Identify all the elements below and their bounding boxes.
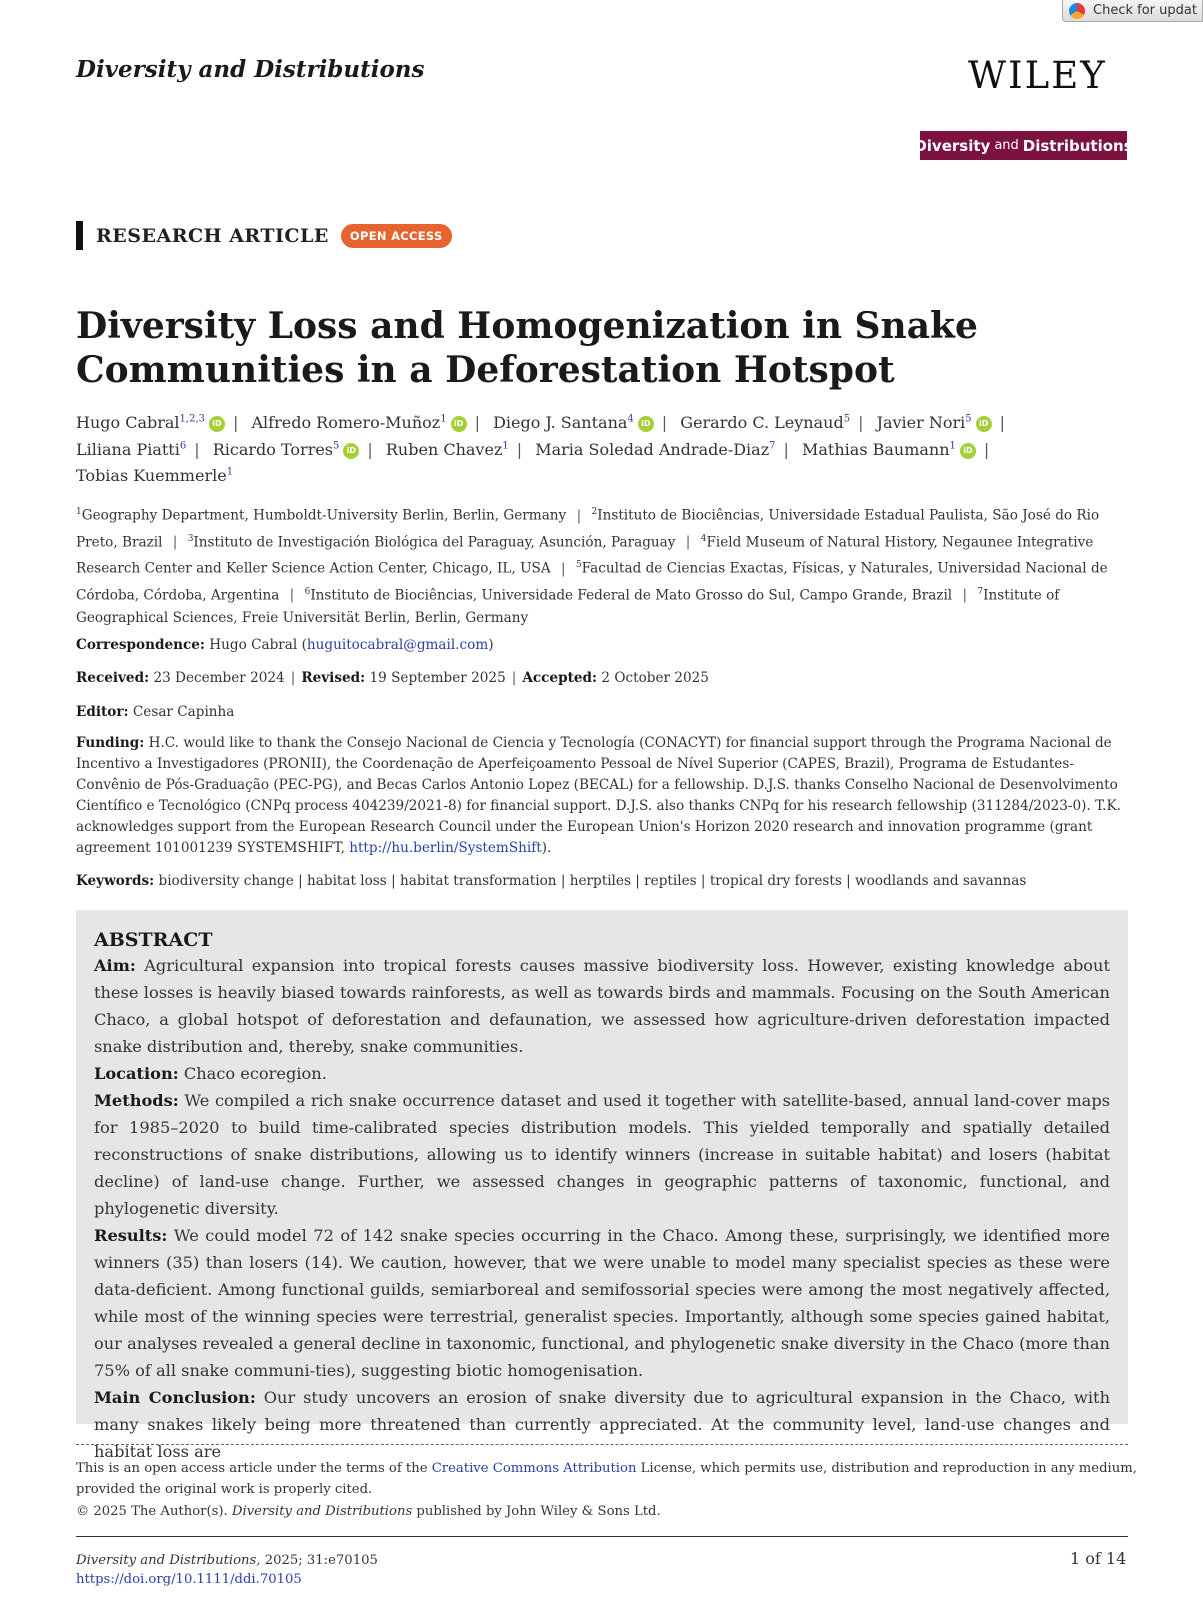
funding-text: H.C. would like to thank the Consejo Nacional de Ciencia y Tecnología (CONACYT) for financial support through the Programa Nacional de Incentivo a Investigadores (PRONII), the Coordenação de Aperfeiçoamento Pessoal de Nível Superior (CAPES, Brazil), Programa de Estudantes-Convênio de Pós-Graduação (PEC-PG), and Becas Carlos Antonio Lopez (BECAL) for a fellowship. D.J.S. thanks Conselho Nacional de Desenvolvimento Científico e Tecnológico (CNPq process 404239/2021-8) for financial support. D.J.S. also thanks CNPq for his research fellowship (311284/2023-0). T.K. acknowledges support from the European Research Council under the European Union's Horizon 2020 research and innovation programme (grant agreement 101001239 SYSTEMSHIFT,: [76, 735, 1121, 856]
affiliation-number: 5: [575, 560, 582, 571]
author: [76, 413, 225, 432]
orcid-icon[interactable]: iD: [638, 416, 654, 432]
location-label: Location:: [94, 1064, 179, 1083]
author-affiliation-marker: 4: [627, 414, 634, 425]
copyright-text-2: published by John Wiley & Sons Ltd.: [412, 1504, 661, 1519]
author: [386, 440, 509, 459]
author-name: Mathias Baumann: [802, 439, 950, 459]
affiliation-text: Instituto de Investigación Biológica del Paraguay, Asunción, Paraguay: [193, 534, 676, 551]
author-separator: |: [367, 439, 373, 459]
author-list: [76, 408, 1136, 487]
keyword-separator: |: [841, 873, 856, 889]
correspondence: [76, 635, 1138, 656]
author-affiliation-marker: 5: [333, 440, 340, 452]
author-name: Liliana Piatti: [76, 439, 180, 459]
author-affiliation-marker: 1: [226, 466, 234, 478]
keyword: habitat loss: [307, 873, 387, 889]
open-access-badge: OPEN ACCESS: [341, 224, 452, 248]
author-affiliation-marker: 5: [965, 414, 972, 425]
correspondence-name: Hugo Cabral (: [209, 637, 307, 653]
author-affiliation-marker: 1: [440, 414, 447, 425]
accepted-label: Accepted:: [522, 670, 598, 686]
copyright-text-1: © 2025 The Author(s).: [76, 1504, 232, 1519]
results-label: Results:: [94, 1226, 168, 1245]
aim-text: Agricultural expansion into tropical forests causes massive biodiversity loss. However, existing knowledge about these losses is heavily biased towards rainforests, as well as towards birds and mammals. Focusing on the South American Chaco, a global hotspot of deforestation and defaunation, we assessed how agriculture-driven deforestation impacted snake distribution and, thereby, snake communities.: [94, 956, 1110, 1056]
conclusion-label: Main Conclusion:: [94, 1388, 256, 1407]
banner-and: and: [994, 138, 1019, 153]
author: [493, 413, 654, 432]
license-text-1: This is an open access article under the terms of the: [76, 1461, 432, 1476]
methods-text: We compiled a rich snake occurrence dataset and used it together with satellite-based, annual land-cover maps for 1985–2020 to build time-calibrated species distribution models. This yielded temporally and spatially detailed reconstructions of snake distributions, allowing us to identify winners (increase in suitable habitat) and losers (habitat decline) of land-use change. Further, we assessed changes in geographic patterns of taxonomic, functional, and phylogenetic diversity.: [94, 1091, 1110, 1218]
author-separator: |: [783, 439, 789, 459]
keyword: reptiles: [644, 873, 697, 889]
methods-label: Methods:: [94, 1091, 179, 1110]
affiliation-number: 2: [591, 507, 598, 517]
editor-label: Editor:: [76, 704, 129, 720]
crossmark-icon: [1069, 3, 1085, 19]
copyright: [76, 1504, 661, 1519]
author-separator: |: [999, 413, 1006, 433]
footer-divider: [76, 1536, 1128, 1537]
orcid-icon[interactable]: iD: [976, 416, 992, 432]
abstract-heading: ABSTRACT: [94, 929, 213, 951]
orcid-icon[interactable]: iD: [960, 443, 976, 459]
correspondence-close: ): [488, 637, 494, 653]
affiliation-text: Facultad de Ciencias Exactas, Físicas, y Naturales, Universidad Nacional de Córdoba, Córdoba, Argentina: [76, 560, 1108, 604]
orcid-icon[interactable]: iD: [209, 416, 225, 432]
affiliation-number: 3: [187, 533, 194, 544]
correspondence-label: Correspondence:: [76, 637, 205, 653]
keyword-separator: |: [556, 873, 570, 889]
author-affiliation-marker: 6: [179, 440, 187, 452]
editor-name: Cesar Capinha: [132, 704, 235, 720]
revised-label: Revised:: [301, 670, 366, 686]
keywords: [76, 871, 1138, 892]
author: [535, 440, 775, 459]
journal-name-header: Diversity and Distributions: [76, 56, 425, 83]
affiliations: [76, 501, 1138, 630]
author-name: Ruben Chavez: [385, 439, 503, 459]
author-separator: |: [983, 439, 990, 459]
page-number: 1 of 14: [1070, 1549, 1127, 1568]
author: [76, 440, 186, 459]
editor: [76, 702, 1138, 723]
systemshift-link[interactable]: http://hu.berlin/SystemShift: [349, 840, 542, 856]
abstract-body: [94, 952, 1110, 1465]
affiliation-separator: |: [561, 560, 566, 577]
license-text-2: License, which permits use, distribution and reproduction in any medium, provided the original work is properly cited.: [76, 1461, 1137, 1497]
aim-label: Aim:: [94, 956, 136, 975]
affiliation-number: 7: [977, 586, 984, 597]
author-name: Maria Soledad Andrade-Diaz: [535, 439, 770, 459]
received-label: Received:: [76, 670, 150, 686]
keyword: woodlands and savannas: [855, 873, 1027, 889]
keyword: biodiversity change: [158, 873, 294, 889]
abstract-methods: [94, 1087, 1110, 1222]
abstract-location: [94, 1060, 1110, 1087]
wiley-logo: WILEY: [968, 54, 1107, 97]
author: [76, 466, 233, 485]
funding-close: ).: [541, 840, 552, 856]
keyword-separator: |: [293, 873, 308, 889]
abstract-box: [76, 910, 1128, 1461]
keyword-list: [159, 873, 1027, 889]
abstract-results: [94, 1222, 1110, 1384]
author-separator: |: [474, 413, 480, 433]
correspondence-email-link[interactable]: huguitocabral@gmail.com: [306, 637, 489, 653]
author: [251, 413, 466, 432]
keyword: habitat transformation: [400, 873, 557, 889]
abstract-conclusion: [94, 1384, 1110, 1465]
affiliation-number: 4: [700, 533, 707, 544]
keyword-separator: |: [630, 873, 645, 889]
author-affiliation-marker: 1: [949, 440, 956, 452]
author-name: Hugo Cabral: [76, 413, 180, 433]
copyright-journal: Diversity and Distributions: [231, 1504, 413, 1519]
author-affiliation-marker: 1: [502, 440, 509, 452]
author-name: Tobias Kuemmerle: [76, 465, 227, 485]
author-separator: |: [516, 439, 523, 459]
author: [877, 413, 992, 432]
author-name: Ricardo Torres: [212, 439, 334, 459]
article-type-label: RESEARCH ARTICLE: [96, 224, 329, 247]
affiliation-text: Instituto de Biociências, Universidade Estadual Paulista, São José do Rio Preto, Brazil: [76, 507, 1100, 551]
conclusion-text: Our study uncovers an erosion of snake diversity due to agricultural expansion in the Chaco, with many snakes likely being more threatened than currently appreciated. At the community level, land-use changes and habitat loss are: [94, 1388, 1110, 1461]
affiliation-separator: |: [576, 507, 582, 524]
author-name: Alfredo Romero-Muñoz: [251, 413, 441, 433]
affiliation-number: 6: [304, 586, 311, 597]
author: [213, 440, 360, 459]
author-affiliation-marker: 7: [769, 440, 776, 452]
funding: [76, 733, 1138, 859]
check-for-updates-button[interactable]: [1062, 0, 1203, 22]
revised-date: 19 September 2025: [369, 670, 506, 686]
affiliation-text: Field Museum of Natural History, Negaunee Integrative Research Center and Keller Science Action Center, Chicago, IL, USA: [76, 534, 1094, 577]
doi-link[interactable]: https://doi.org/10.1111/ddi.70105: [76, 1572, 302, 1587]
affiliation-number: 1: [76, 507, 82, 517]
author-separator: |: [194, 439, 200, 459]
accepted-date: 2 October 2025: [601, 670, 709, 686]
affiliation-separator: |: [962, 587, 968, 604]
author-separator: |: [858, 413, 864, 433]
check-updates-label: Check for updat: [1093, 3, 1197, 18]
results-text: We could model 72 of 142 snake species occurring in the Chaco. Among these, surprisingly, we identified more winners (35) than losers (14). We caution, however, that we were unable to model many specialist species as these were data-deficient. Among functional guilds, semiarboreal and semifossorial species were among the most negatively affected, while most of the winning species were terrestrial, generalist species. Importantly, although some species gained habitat, our analyses revealed a general decline in taxonomic, functional, and phylogenetic snake diversity in the Chaco (more than 75% of all snake communi-ties), suggesting biotic homogenisation.: [94, 1226, 1110, 1380]
keyword: tropical dry forests: [709, 873, 842, 889]
license-statement: [76, 1458, 1138, 1500]
author: [802, 440, 976, 459]
author-name: Gerardo C. Leynaud: [680, 413, 844, 433]
footer-citation: [76, 1551, 378, 1589]
author-name: Diego J. Santana: [493, 413, 628, 433]
affiliation-text: Geography Department, Humboldt-University Berlin, Berlin, Germany: [81, 507, 567, 524]
article-type: [76, 221, 452, 250]
affiliation-text: Institute of Geographical Sciences, Freie Universität Berlin, Berlin, Germany: [76, 587, 1060, 627]
keyword-separator: |: [696, 873, 710, 889]
article-title: Diversity Loss and Homogenization in Snake Communities in a Deforestation Hotspot: [76, 305, 978, 391]
author-separator: |: [233, 413, 239, 433]
license-divider: [76, 1444, 1128, 1445]
orcid-icon[interactable]: iD: [343, 443, 359, 459]
affiliation-text: Instituto de Biociências, Universidade Federal de Mato Grosso do Sul, Campo Grande, Brazil: [310, 587, 953, 604]
article-dates: Received: 23 December 2024 | Revised: 19 September 2025 | Accepted: 2 October 2025: [76, 670, 709, 686]
received-date: 23 December 2024: [153, 670, 285, 686]
banner-word-1: Diversity: [914, 136, 991, 155]
affiliation-separator: |: [172, 534, 178, 551]
location-text: Chaco ecoregion.: [183, 1064, 327, 1083]
author-affiliation-marker: 5: [843, 414, 851, 425]
banner-word-2: Distributions: [1022, 136, 1133, 155]
affiliation-separator: |: [289, 587, 295, 604]
author-separator: |: [661, 413, 668, 433]
keyword-separator: |: [386, 873, 400, 889]
article-type-bar: [76, 221, 83, 250]
orcid-icon[interactable]: iD: [451, 416, 467, 432]
footer-volume: 2025; 31:e70105: [260, 1553, 378, 1568]
footer-journal: Diversity and Distributions,: [76, 1553, 261, 1568]
author: [680, 413, 850, 432]
author-affiliation-marker: 1,2,3: [179, 414, 205, 425]
abstract-aim: [94, 952, 1110, 1060]
author-name: Javier Nori: [876, 413, 966, 433]
keywords-label: Keywords:: [76, 873, 155, 889]
creative-commons-link[interactable]: Creative Commons Attribution: [431, 1461, 637, 1476]
affiliation-separator: |: [685, 534, 691, 551]
journal-banner: [914, 131, 1133, 160]
keyword: herptiles: [569, 873, 631, 889]
funding-label: Funding:: [76, 735, 145, 751]
